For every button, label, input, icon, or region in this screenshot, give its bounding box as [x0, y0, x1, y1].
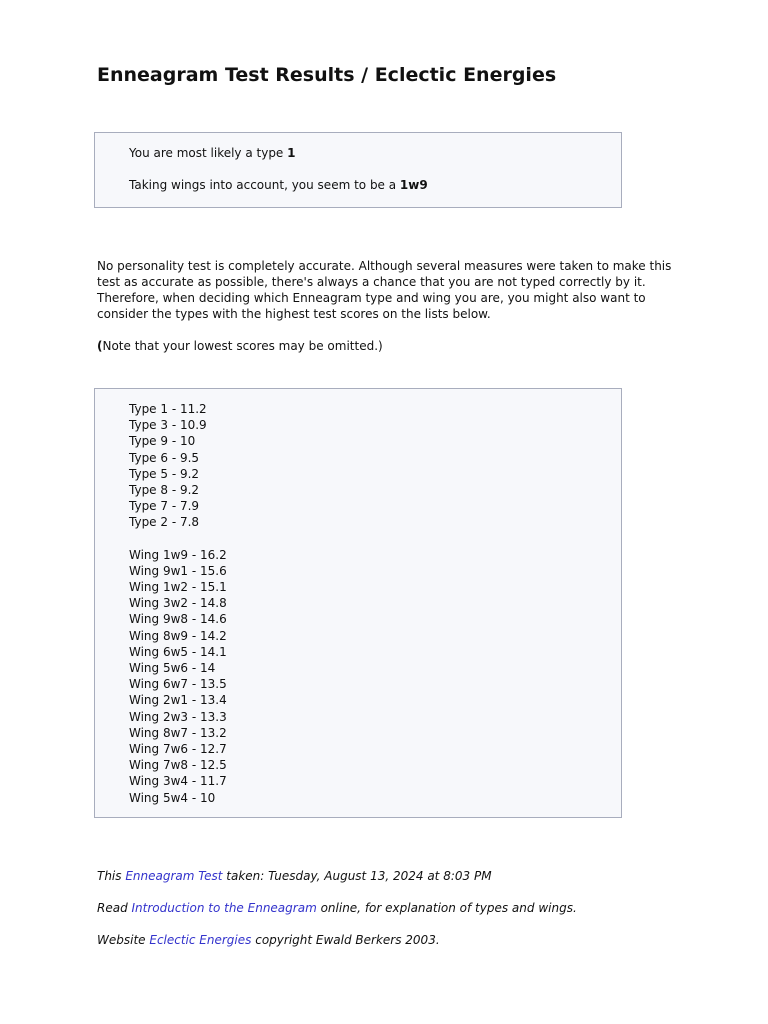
wing-score: Wing 1w2 - 15.1: [129, 580, 227, 595]
most-likely-type-label: You are most likely a type: [129, 146, 288, 160]
copyright-line: [97, 932, 697, 948]
type-score: Type 5 - 9.2: [129, 466, 200, 481]
test-taken-date: taken: Tuesday, August 13, 2024 at 8:03 PM: [222, 869, 492, 883]
omitted-note-paren: (: [97, 339, 103, 353]
introduction-prefix: Read: [97, 901, 132, 915]
copyright-suffix: copyright Ewald Berkers 2003.: [251, 933, 440, 947]
wing-score: Wing 7w8 - 12.5: [129, 758, 227, 773]
wing-score: Wing 6w5 - 14.1: [129, 644, 227, 659]
introduction-link[interactable]: Introduction to the Enneagram: [131, 901, 317, 915]
introduction-suffix: online, for explanation of types and wings.: [316, 901, 577, 915]
wing-score: Wing 3w4 - 11.7: [129, 774, 227, 789]
wing-score: Wing 1w9 - 16.2: [129, 547, 227, 562]
type-score: Type 1 - 11.2: [129, 402, 207, 416]
enneagram-test-link[interactable]: Enneagram Test: [125, 869, 223, 883]
wing-result-label: Taking wings into account, you seem to be a: [129, 178, 400, 192]
page-title: Enneagram Test Results / Eclectic Energies: [97, 64, 557, 86]
wing-score: Wing 2w1 - 13.4: [129, 693, 227, 708]
test-taken-line: [97, 868, 697, 884]
eclectic-energies-link[interactable]: Eclectic Energies: [149, 933, 252, 947]
wing-score: Wing 6w7 - 13.5: [129, 677, 227, 692]
wing-score-list: [129, 547, 621, 806]
wing-score: Wing 5w6 - 14: [129, 661, 216, 676]
wing-score: Wing 8w7 - 13.2: [129, 725, 227, 740]
wing-score: Wing 3w2 - 14.8: [129, 596, 227, 611]
wing-score: Wing 9w1 - 15.6: [129, 563, 227, 578]
type-score: Type 3 - 10.9: [129, 418, 207, 433]
wing-result-value: 1w9: [399, 178, 428, 192]
wing-score: Wing 8w9 - 14.2: [129, 628, 227, 643]
footer: [97, 868, 697, 964]
wing-score: Wing 2w3 - 13.3: [129, 709, 227, 724]
type-score: Type 6 - 9.5: [129, 450, 200, 465]
accuracy-note: [97, 258, 687, 370]
wing-score: Wing 5w4 - 10: [129, 790, 216, 805]
most-likely-type-value: 1: [287, 146, 296, 160]
type-score: Type 8 - 9.2: [129, 483, 200, 498]
type-score: Type 2 - 7.8: [129, 515, 200, 530]
type-score: Type 9 - 10: [129, 434, 196, 449]
wing-result: [129, 177, 621, 193]
wing-score: Wing 7w6 - 12.7: [129, 742, 227, 757]
type-score: Type 7 - 7.9: [129, 499, 200, 514]
omitted-note-text: Note that your lowest scores may be omitted.): [102, 339, 383, 353]
introduction-line: [97, 900, 697, 916]
most-likely-type: [129, 145, 621, 161]
result-box: [94, 132, 622, 208]
scores-box: [94, 388, 622, 818]
copyright-prefix: Website: [97, 933, 150, 947]
test-taken-prefix: This: [97, 869, 126, 883]
accuracy-paragraph: No personality test is completely accurate. Although several measures were taken to make this test as accurate as possible, there's always a chance that you are not typed correctly by it. Therefore, when deciding which Enneagram type and wing you are, you might also want to consider the types with the highest test scores on the lists below.: [97, 259, 672, 321]
wing-score: Wing 9w8 - 14.6: [129, 612, 227, 627]
list-spacer: [129, 531, 621, 547]
omitted-note: [97, 338, 687, 354]
type-score-list: [129, 401, 621, 531]
